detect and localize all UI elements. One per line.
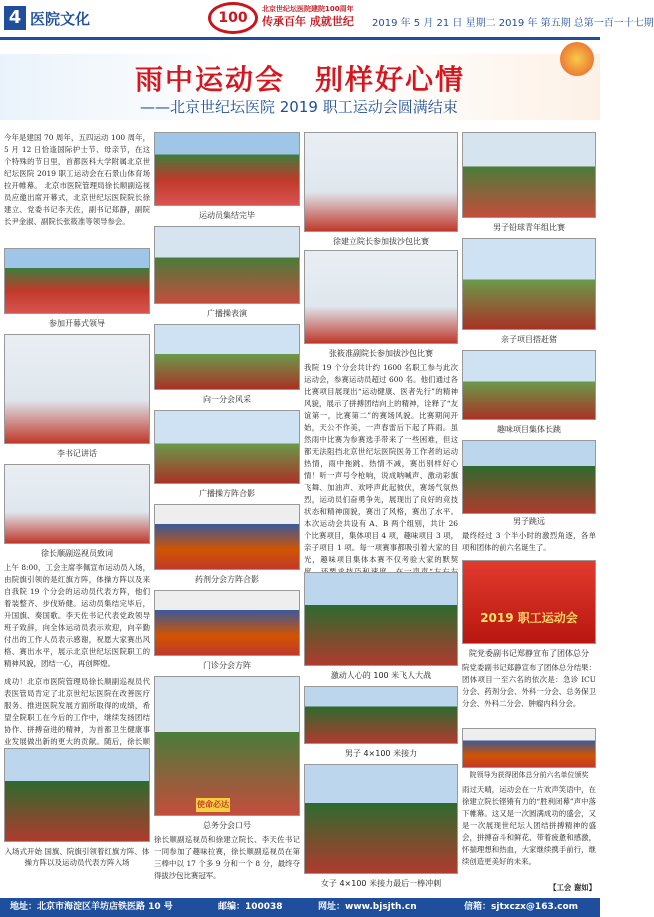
caption: 总务分会口号	[203, 821, 251, 830]
photo-broadcast-exercise	[154, 226, 300, 304]
caption: 张筱准副院长参加拔沙包比赛	[329, 349, 433, 358]
masthead	[0, 0, 654, 40]
photo-outpatient-team	[154, 590, 300, 656]
author-credit: 【工会 谢如】	[549, 883, 596, 892]
centennial-logo: 100	[208, 2, 258, 34]
caption: 徐建立院长参加拔沙包比赛	[333, 237, 429, 246]
photo-shot-put	[462, 132, 596, 218]
caption: 院党委副书记郑静宣布了团体总分	[469, 649, 589, 658]
photo-xu-speech	[4, 464, 150, 544]
caption: 男子 4×100 米接力	[344, 749, 418, 758]
photo-logistics-slogan	[154, 676, 300, 816]
article-subtitle: ——北京世纪坛医院 2019 职工运动会圆满结束	[140, 98, 458, 116]
caption: 门诊分会方阵	[203, 661, 251, 670]
page-number: 4	[4, 6, 26, 30]
issue-date: 2019 年 5 月 21 日 星期二 2019 年 第五期 总第一百一十七期	[372, 18, 654, 29]
photo-branch-one	[154, 324, 300, 390]
photo-women-relay	[304, 764, 458, 874]
caption: 激动人心的 100 米飞人大战	[330, 671, 432, 680]
caption: 趣味项目集体长跳	[497, 425, 561, 434]
article-text-closing: 雨过天晴，运动会在一片欢声笑语中，在徐建立院长铿锵有力的“胜利闭幕”声中落下帷幕。这又是一次圆满成功的盛会，又是一次展现世纪坛人团结拼搏精神的盛会，拼搏奋斗和鲜花、带着疲惫和感激，怀揣理想和热血，大家继续携手前行，继续创造更美好的未来。	[462, 785, 596, 866]
slogan-main: 传承百年 成就世纪	[262, 15, 354, 28]
slogan-top: 北京世纪坛医院建院100周年	[262, 5, 354, 13]
photo-parent-child	[462, 238, 596, 330]
article-text-ceremony: 上午 8:00，工会主席李佩宣布运动员入场，由院旗引领的是红旗方阵，体操方阵以及来自我院 19 个分会的运动员代表方阵，他们着装整齐、步伐矫健。运动员集结完毕后，升国旗、奏国歌。李天佐书记代表党政领导班子致辞，向全体运动员表示欢迎，向辛勤付出的工作人员表示感谢，祝愿大家赛出风格、赛出水平，展示北京世纪坛医院职工的精神风貌，团结一心，再创辉煌。	[4, 563, 150, 668]
photo-li-speech	[4, 334, 150, 444]
photo-leaders	[4, 248, 150, 314]
caption: 李书记讲话	[57, 449, 97, 458]
photo-group-jump	[462, 350, 596, 420]
footer-address: 地址：北京市海淀区羊坊店铁医路 10 号	[10, 902, 173, 912]
caption: 运动员集结完毕	[199, 211, 255, 220]
article-text-intro: 今年是建国 70 周年，五四运动 100 周年，5 月 12 日恰逢国际护士节、母亲节，在这个特殊的节日里，首都医科大学附属北京世纪坛医院 2019 职工运动会在石景山体育场拉开帷幕。 北京市医院管理局徐长顺副巡视员应邀出席开幕式，北京世纪坛医院院长徐建立、党委书记李天佐，副书记郑静，副院长尹金淑、副院长张筱准等领导参会。	[4, 133, 150, 226]
caption: 向一分会风采	[203, 395, 251, 404]
photo-award-ceremony	[462, 728, 596, 768]
caption: 男子跳远	[513, 517, 545, 526]
photo-long-jump	[462, 440, 596, 514]
footer-email[interactable]: 信箱：sjtxczx@163.com	[464, 902, 579, 912]
photo-men-relay	[304, 686, 458, 744]
article-text-competition: 我院 19 个分会共计约 1600 名职工参与此次运动会，参赛运动员超过 600 名。他们通过各比赛项目展现出“运动健康、医者先行”的精神风貌，展示了拼搏团结向上的精神，诠释了“友谊第一，比赛第二”的赛场风貌。比赛期间开始，天公不作美，一声春雷后下起了阵雨。虽然雨中比赛为参赛选手带来了一些困难，但这都无法阻挡北京世纪坛医院医务工作者的运动热情，雨中拖跳、热情不减，赛出别样好心情！听一声号令枪响，说成呐喊声、激动彩旗飞舞、加油声、欢呼声此起彼伏，赛场气氛热烈，运动员们奋勇争先，展现出了良好的竞技状态和精神面貌，赛出了风格，赛出了水平。 本次运动会共设有 A、B 两个组别，共计 26 个比赛项目，集体项目 4 项，趣味项目 3 项，亲子项目 1 项。每一项赛事都吸引着大家的目光，趣味项目集体本赛不仅考验大家的默契	[304, 363, 458, 564]
photo-100m-sprint	[304, 572, 458, 666]
article-title: 雨中运动会 别样好心情	[134, 63, 465, 96]
photo-entrance	[4, 748, 150, 842]
banner-text: 2019 职工运动会	[480, 611, 578, 625]
footer-bar	[0, 898, 600, 917]
photo-exercise-group	[154, 410, 300, 484]
article-text-opening: 成功！北京市医院管理局徐长顺副巡视员代表医管局肯定了北京世纪坛医院在改善医疗服务、推进医院发展方面所取得的成绩，希望全院职工在今后的工作中，继续发扬团结协作、拼搏奋进的精神，为首都卫生健康事业发展做出新的更大的贡献。随后，徐长顺	[4, 677, 150, 746]
caption: 广播操表演	[207, 309, 247, 318]
caption: 药剂分会方阵合影	[195, 575, 259, 584]
footer-postcode: 邮编：100038	[218, 902, 283, 912]
caption: 参加开幕式领导	[49, 319, 105, 328]
caption: 入场式开始 国旗、院旗引领着红旗方阵、体操方阵以及运动员代表方阵入场	[4, 847, 150, 867]
caption: 徐长顺副巡视员致词	[41, 549, 113, 558]
photo-xu-sandbag	[304, 132, 458, 232]
photo-award-banner	[462, 560, 596, 644]
slogan	[262, 4, 358, 29]
caption: 男子铅球青年组比赛	[493, 223, 565, 232]
article-text-results: 最终经过 3 个半小时的激烈角逐，各单项和团体的前六名诞生了。	[462, 531, 596, 552]
caption: 亲子项目搭赶猪	[501, 335, 557, 344]
photo-assembly	[154, 132, 300, 206]
slogan-sign: 使命必达	[196, 798, 230, 812]
article-text-award: 院党委副书记郑静宣布了团体总分结果：团体项目一至六名的依次是：急诊 ICU 分会、药剂分会、外科一分会、总务保卫分会、外科二分会、肿瘤内科分会。	[462, 663, 596, 708]
section-title: 医院文化	[30, 10, 91, 28]
footer-website[interactable]: 网址：www.bjsjth.cn	[318, 902, 417, 912]
caption: 广播操方阵合影	[199, 489, 255, 498]
caption: 女子 4×100 米接力最后一棒冲刺	[320, 879, 442, 888]
caption: 院领导为获得团体总分前六名单位颁奖	[469, 771, 589, 779]
photo-pharmacy-team	[154, 504, 300, 570]
article-text-sandbag: 徐长顺副巡视员和徐建立院长、李天佐书记一同参加了趣味拉赛，徐长顺副巡视员在第三棒中以 17 个多 9 分和一个 8 分，最终夺得拔沙包比赛冠军。	[154, 835, 300, 880]
photo-zhang-sandbag	[304, 250, 458, 344]
